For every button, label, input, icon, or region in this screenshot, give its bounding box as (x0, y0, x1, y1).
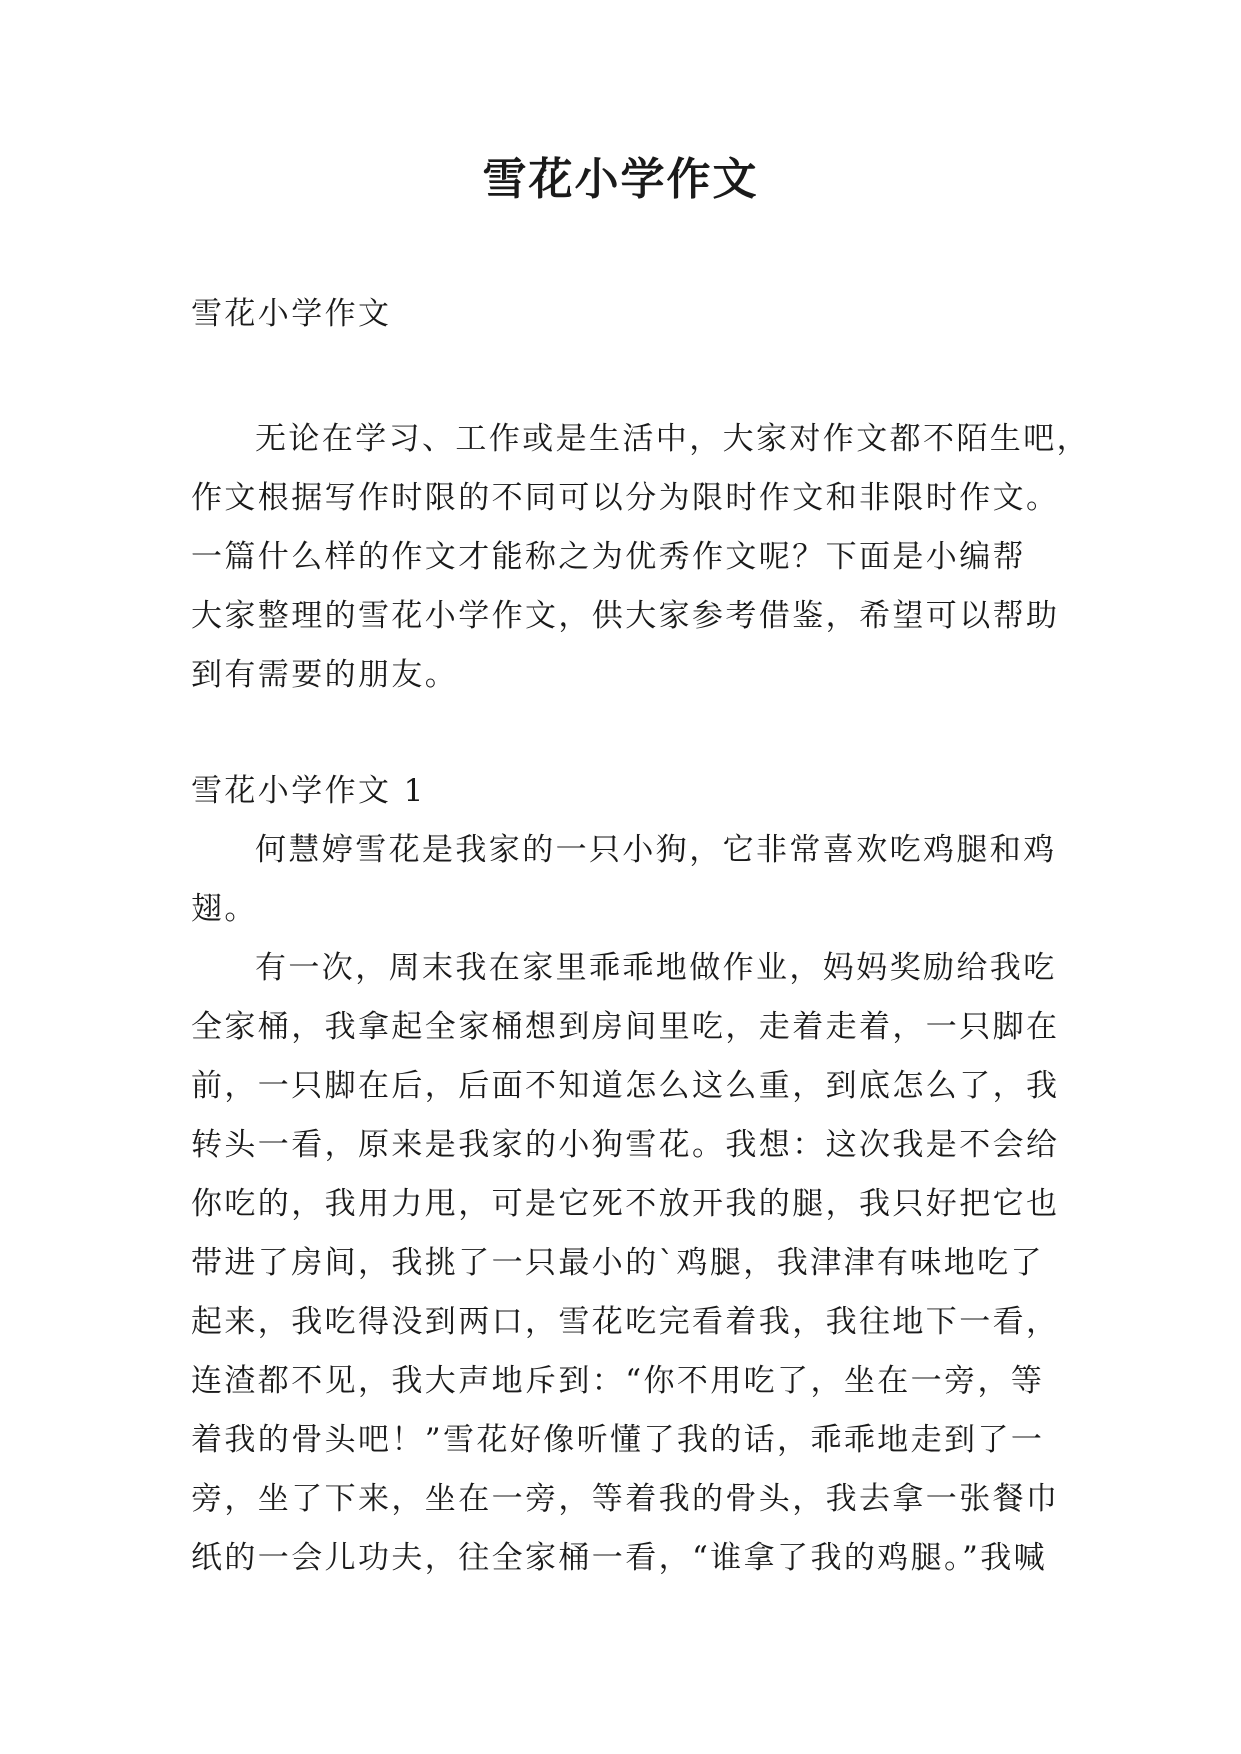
subtitle: 雪花小学作文 (191, 296, 392, 332)
paragraph-2 (191, 939, 1061, 1588)
paragraph-line: 翅。 (191, 891, 258, 927)
document-title: 雪花小学作文 (482, 154, 759, 205)
intro-line: 大家整理的雪花小学作文，供大家参考借鉴，希望可以帮助 (191, 598, 1060, 634)
paragraph-line: 着我的骨头吧！”雪花好像听懂了我的话，乖乖地走到了一 (191, 1422, 1045, 1458)
paragraph-line: 纸的一会儿功夫，往全家桶一看，“谁拿了我的鸡腿。”我喊 (191, 1540, 1047, 1576)
paragraph-line: 旁，坐了下来，坐在一旁，等着我的骨头，我去拿一张餐巾 (191, 1481, 1060, 1517)
paragraph-1 (191, 821, 1061, 939)
paragraph-line: 有一次，周末我在家里乖乖地做作业，妈妈奖励给我吃 (255, 950, 1057, 986)
intro-line: 无论在学习、工作或是生活中，大家对作文都不陌生吧， (255, 421, 1090, 457)
intro-line: 到有需要的朋友。 (191, 657, 459, 693)
document-body (191, 285, 1090, 1588)
paragraph-line: 转头一看，原来是我家的小狗雪花。我想：这次我是不会给 (191, 1127, 1060, 1163)
paragraph-line: 全家桶，我拿起全家桶想到房间里吃，走着走着，一只脚在 (191, 1009, 1060, 1045)
paragraph-line: 前，一只脚在后，后面不知道怎么这么重，到底怎么了，我 (191, 1068, 1060, 1104)
intro-line: 一篇什么样的作文才能称之为优秀作文呢？下面是小编帮 (191, 539, 1026, 575)
paragraph-line: 何慧婷雪花是我家的一只小狗，它非常喜欢吃鸡腿和鸡 (255, 832, 1057, 868)
intro-paragraph (191, 410, 1090, 705)
paragraph-line: 你吃的，我用力甩，可是它死不放开我的腿，我只好把它也 (191, 1186, 1060, 1222)
intro-line: 作文根据写作时限的不同可以分为限时作文和非限时作文。 (191, 480, 1060, 516)
paragraph-line: 起来，我吃得没到两口，雪花吃完看着我，我往地下一看， (191, 1304, 1060, 1340)
paragraph-line: 连渣都不见，我大声地斥到：“你不用吃了，坐在一旁，等 (191, 1363, 1045, 1399)
section-heading: 雪花小学作文 1 (191, 773, 426, 809)
paragraph-line: 带进了房间，我挑了一只最小的`鸡腿，我津津有味地吃了 (191, 1245, 1044, 1281)
